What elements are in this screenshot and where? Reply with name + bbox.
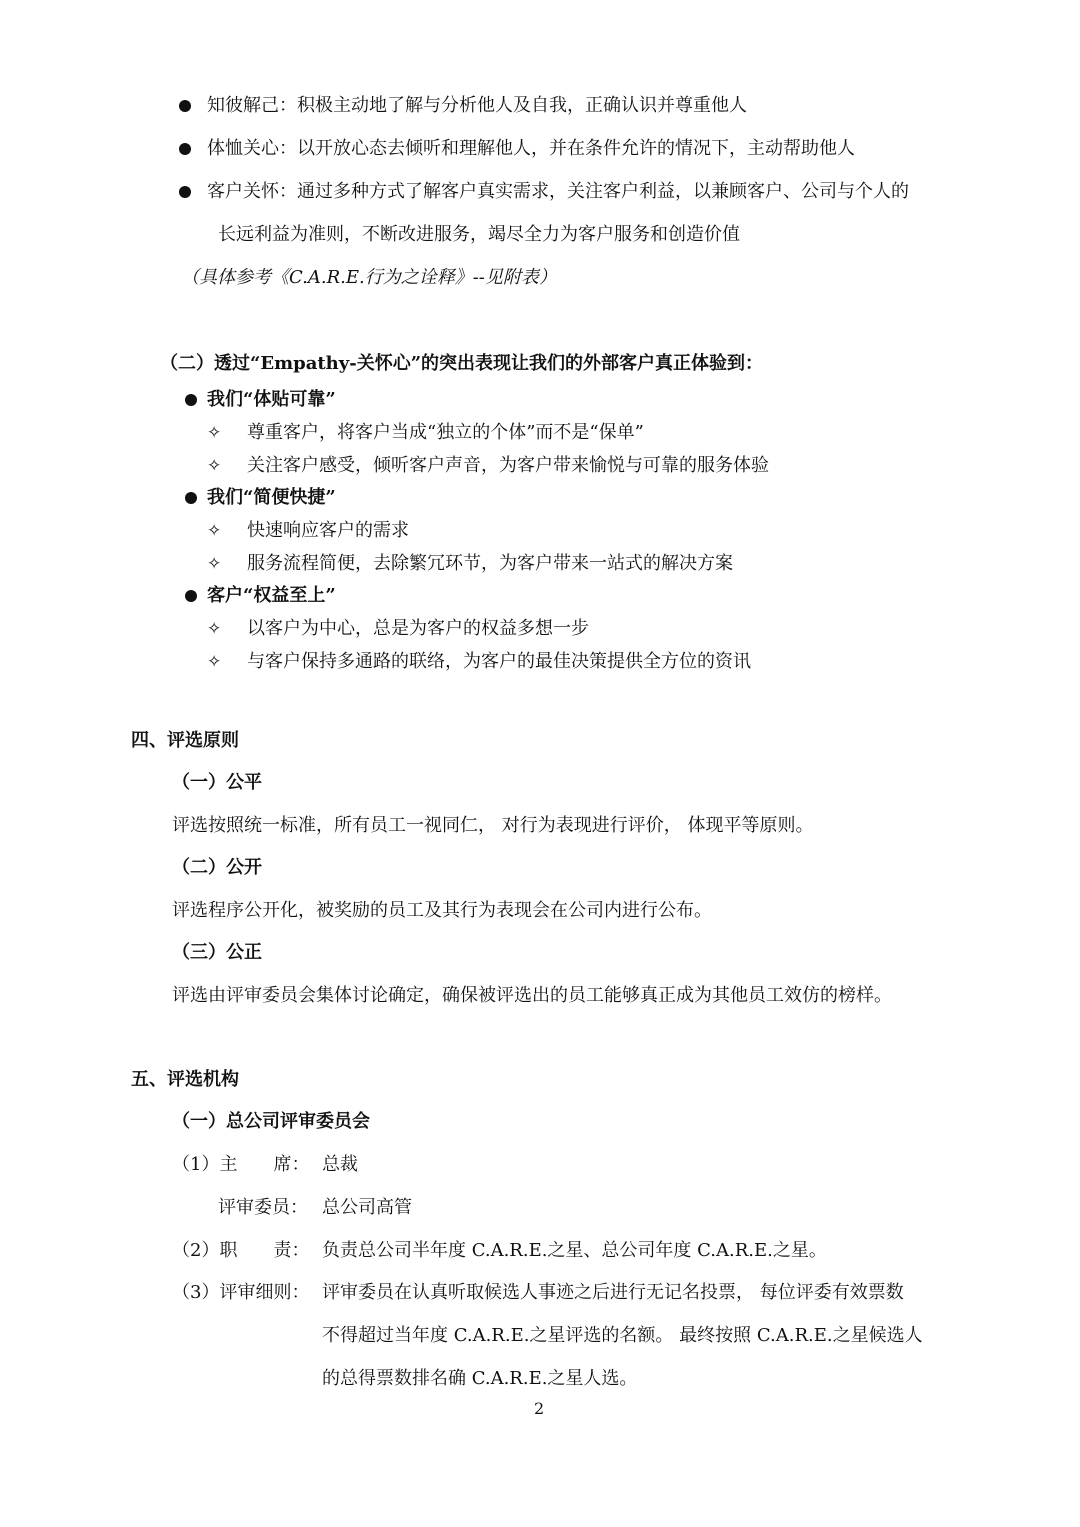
- empathy-heading: （二）透过“Empathy-关怀心”的突出表现让我们的外部客户真正体验到：: [160, 353, 764, 374]
- bullet-dot: [179, 143, 191, 155]
- subsection-body: 评选按照统一标准，所有员工一视同仁， 对行为表现进行评价， 体现平等原则。: [172, 815, 814, 836]
- diamond-icon: ✧: [207, 423, 222, 443]
- diamond-icon: ✧: [207, 554, 222, 574]
- intro-bullet: 知彼解己：积极主动地了解与分析他人及自我，正确认识并尊重他人: [207, 95, 747, 116]
- reference-note: （具体参考《C.A.R.E.行为之诠释》--见附表）: [181, 267, 557, 288]
- row-label: （2）职 责：: [172, 1240, 310, 1261]
- subsection-title: （一）总公司评审委员会: [172, 1111, 370, 1132]
- bullet-dot: [179, 186, 191, 198]
- empathy-item: 快速响应客户的需求: [247, 520, 409, 541]
- empathy-group-title: 客户“权益至上”: [207, 585, 336, 606]
- empathy-group-title: 我们“体贴可靠”: [207, 389, 336, 410]
- diamond-icon: ✧: [207, 652, 222, 672]
- diamond-icon: ✧: [207, 619, 222, 639]
- row-value: 总公司高管: [322, 1197, 412, 1218]
- empathy-item: 尊重客户，将客户当成“独立的个体”而不是“保单”: [247, 422, 644, 443]
- subsection-title: （三）公正: [172, 942, 262, 963]
- bullet-dot: [185, 492, 197, 504]
- intro-bullet: 客户关怀：通过多种方式了解客户真实需求，关注客户利益，以兼顾客户、公司与个人的: [207, 181, 909, 202]
- bullet-dot: [185, 590, 197, 602]
- rule-line: 的总得票数排名确 C.A.R.E.之星人选。: [322, 1368, 638, 1389]
- section-heading: 四、评选原则: [131, 730, 239, 751]
- row-value: 负责总公司半年度 C.A.R.E.之星、总公司年度 C.A.R.E.之星。: [322, 1240, 827, 1261]
- empathy-group-title: 我们“简便快捷”: [207, 487, 336, 508]
- section-heading: 五、评选机构: [131, 1069, 239, 1090]
- intro-bullet: 体恤关心：以开放心态去倾听和理解他人，并在条件允许的情况下，主动帮助他人: [207, 138, 855, 159]
- bullet-dot: [179, 100, 191, 112]
- page-number: 2: [534, 1399, 545, 1418]
- subsection-title: （二）公开: [172, 857, 262, 878]
- row-value: 评审委员在认真听取候选人事迹之后进行无记名投票， 每位评委有效票数: [322, 1282, 904, 1303]
- diamond-icon: ✧: [207, 521, 222, 541]
- subsection-body: 评选由评审委员会集体讨论确定，确保被评选出的员工能够真正成为其他员工效仿的榜样。: [172, 985, 892, 1006]
- subsection-body: 评选程序公开化，被奖励的员工及其行为表现会在公司内进行公布。: [172, 900, 712, 921]
- bullet-dot: [185, 394, 197, 406]
- row-label: 评审委员：: [218, 1197, 308, 1218]
- empathy-item: 服务流程简便，去除繁冗环节，为客户带来一站式的解决方案: [247, 553, 733, 574]
- empathy-item: 与客户保持多通路的联络，为客户的最佳决策提供全方位的资讯: [247, 651, 751, 672]
- empathy-item: 以客户为中心，总是为客户的权益多想一步: [247, 618, 589, 639]
- diamond-icon: ✧: [207, 456, 222, 476]
- empathy-item: 关注客户感受，倾听客户声音，为客户带来愉悦与可靠的服务体验: [247, 455, 769, 476]
- rule-line: 不得超过当年度 C.A.R.E.之星评选的名额。 最终按照 C.A.R.E.之星候选人: [322, 1325, 923, 1346]
- row-label: （1）主 席：: [172, 1154, 310, 1175]
- row-label: （3）评审细则：: [172, 1282, 310, 1303]
- row-value: 总裁: [322, 1154, 358, 1175]
- subsection-title: （一）公平: [172, 772, 262, 793]
- intro-continuation: 长远利益为准则，不断改进服务，竭尽全力为客户服务和创造价值: [218, 224, 740, 245]
